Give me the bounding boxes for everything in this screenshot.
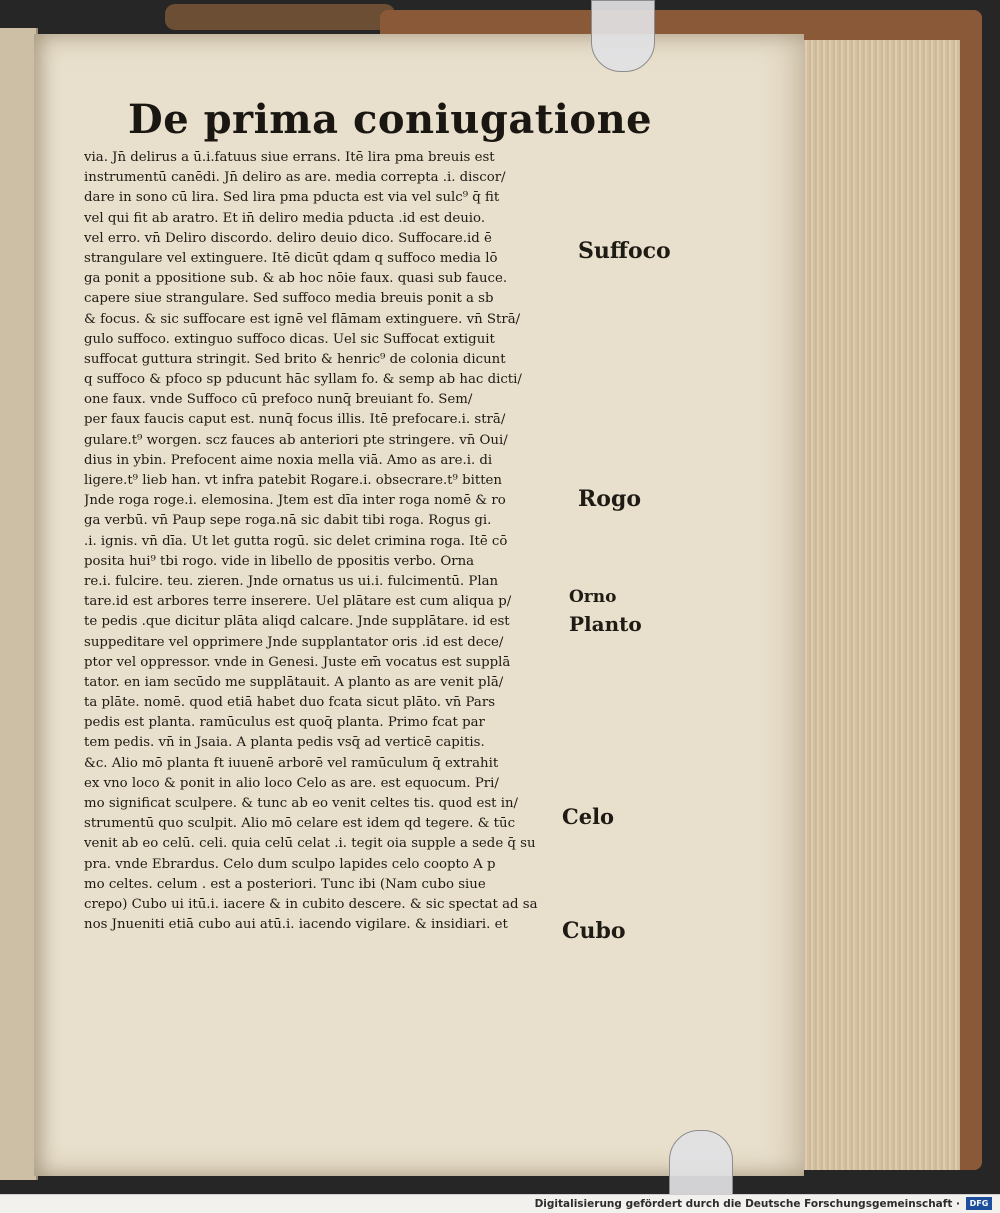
text-line: ga ponit a ppositione sub. & ab hoc nōie faux. quasi sub fauce. bbox=[84, 271, 508, 287]
text-line: tare.id est arbores terre inserere. Uel plātare est cum aliqua p/ bbox=[84, 594, 512, 610]
marginal-note: Rogo bbox=[578, 486, 642, 512]
text-line: te pedis .que dicitur plāta aliqd calcare. Jnde supplātare. id est bbox=[84, 614, 510, 630]
text-line: &c. Alio mō planta ft iuuenē arborē vel ramūculum q̄ extrahit bbox=[84, 755, 499, 771]
text-line: strangulare vel extinguere. Itē dicūt qdam q suffoco media lō bbox=[84, 250, 498, 266]
text-line: nos Jnueniti etiā cubo aui atū.i. iacendo vigilare. & insidiari. et bbox=[84, 917, 508, 933]
text-line: via. Jn̄ delirus a ū.i.fatuus siue errans. Itē lira pma breuis est bbox=[84, 150, 495, 165]
page-stack-edge bbox=[796, 40, 960, 1170]
text-line: ptor vel oppressor. vnde in Genesi. Juste em̄ vocatus est supplā bbox=[84, 654, 511, 670]
marginal-note: Orno bbox=[569, 587, 617, 607]
text-line: dare in sono cū lira. Sed lira pma pducta est via vel sulc⁹ q̄ fit bbox=[84, 190, 500, 206]
text-line: .i. ignis. vn̄ dīa. Ut let gutta rogū. sic delet crimina roga. Itē cō bbox=[84, 533, 508, 549]
page-clamp-top bbox=[591, 0, 655, 72]
text-line: & focus. & sic suffocare est ignē vel flāmam extinguere. vn̄ Strā/ bbox=[84, 311, 521, 327]
funding-credit: Digitalisierung gefördert durch die Deutsche Forschungsgemeinschaft · bbox=[534, 1198, 960, 1210]
text-line: one faux. vnde Suffoco cū prefoco nunq̄ breuiant fo. Sem/ bbox=[84, 392, 473, 408]
text-line: suppeditare vel opprimere Jnde supplantator oris .id est dece/ bbox=[84, 634, 504, 650]
text-line: gulare.t⁹ worgen. scz fauces ab anteriori pte stringere. vn̄ Oui/ bbox=[84, 432, 508, 448]
text-line: vel erro. vn̄ Deliro discordo. deliro deuio dico. Suffocare.id ē bbox=[84, 230, 492, 246]
dfg-logo: DFG bbox=[966, 1197, 992, 1210]
text-line: suffocat guttura stringit. Sed brito & henric⁹ de colonia dicunt bbox=[84, 351, 506, 367]
text-line: pra. vnde Ebrardus. Celo dum sculpo lapides celo coopto A p bbox=[84, 856, 496, 872]
text-line: ga verbū. vn̄ Paup sepe roga.nā sic dabit tibi roga. Rogus gi. bbox=[84, 513, 492, 529]
text-line: capere siue strangulare. Sed suffoco media breuis ponit a sb bbox=[84, 291, 494, 307]
text-line: pedis est planta. ramūculus est quoq̄ planta. Primo fcat par bbox=[84, 715, 485, 731]
text-line: strumentū quo sculpit. Alio mō celare est idem qd tegere. & tūc bbox=[84, 816, 516, 832]
text-line: crepo) Cubo ui itū.i. iacere & in cubito descere. & sic spectat ad sa bbox=[84, 896, 538, 912]
text-line: q suffoco & pfoco sp pducunt hāc syllam fo. & semp ab hac dicti/ bbox=[84, 372, 522, 388]
page-heading: De prima coniugatione bbox=[128, 96, 653, 143]
text-line: ligere.t⁹ lieb han. vt infra patebit Rogare.i. obsecrare.t⁹ bitten bbox=[84, 473, 502, 488]
text-line: tator. en iam secūdo me supplātauit. A planto as are venit plā/ bbox=[84, 674, 504, 690]
text-line: ex vno loco & ponit in alio loco Celo as are. est equocum. Pri/ bbox=[84, 775, 499, 791]
marginal-note: Celo bbox=[562, 804, 615, 829]
text-line: posita hui⁹ tbi rogo. vide in libello de ppositis verbo. Orna bbox=[84, 553, 475, 569]
page-clamp-bottom bbox=[669, 1130, 733, 1196]
text-line: instrumentū canēdi. Jn̄ deliro as are. media correpta .i. discor/ bbox=[84, 170, 506, 186]
text-line: tem pedis. vn̄ in Jsaia. A planta pedis vsq̄ ad verticē capitis. bbox=[84, 735, 485, 751]
marginal-note: Planto bbox=[569, 612, 642, 636]
left-page-edge bbox=[0, 28, 38, 1180]
text-line: ta plāte. nomē. quod etiā habet duo fcata sicut plāto. vn̄ Pars bbox=[84, 695, 496, 711]
marginal-note: Cubo bbox=[562, 918, 626, 944]
binding-strap bbox=[165, 4, 395, 30]
text-line: dius in ybin. Prefocent aime noxia mella viā. Amo as are.i. di bbox=[84, 452, 493, 468]
text-line: venit ab eo celū. celi. quia celū celat .i. tegit oia supple a sede q̄ su bbox=[84, 836, 536, 852]
text-line: gulo suffoco. extinguo suffoco dicas. Uel sic Suffocat extiguit bbox=[84, 331, 495, 347]
text-line: Jnde roga roge.i. elemosina. Jtem est dīa inter roga nomē & ro bbox=[84, 493, 506, 509]
text-line: re.i. fulcire. teu. zieren. Jnde ornatus us ui.i. fulcimentū. Plan bbox=[84, 573, 499, 589]
marginal-note: Suffoco bbox=[578, 238, 671, 264]
text-line: mo significat sculpere. & tunc ab eo venit celtes tis. quod est in/ bbox=[84, 796, 519, 811]
text-line: vel qui fit ab aratro. Et in̄ deliro media pducta .id est deuio. bbox=[84, 210, 486, 226]
text-line: mo celtes. celum . est a posteriori. Tunc ibi (Nam cubo siue bbox=[84, 876, 486, 892]
text-body bbox=[84, 148, 580, 935]
text-line: per faux faucis caput est. nunq̄ focus illis. Itē prefocare.i. strā/ bbox=[84, 412, 506, 428]
